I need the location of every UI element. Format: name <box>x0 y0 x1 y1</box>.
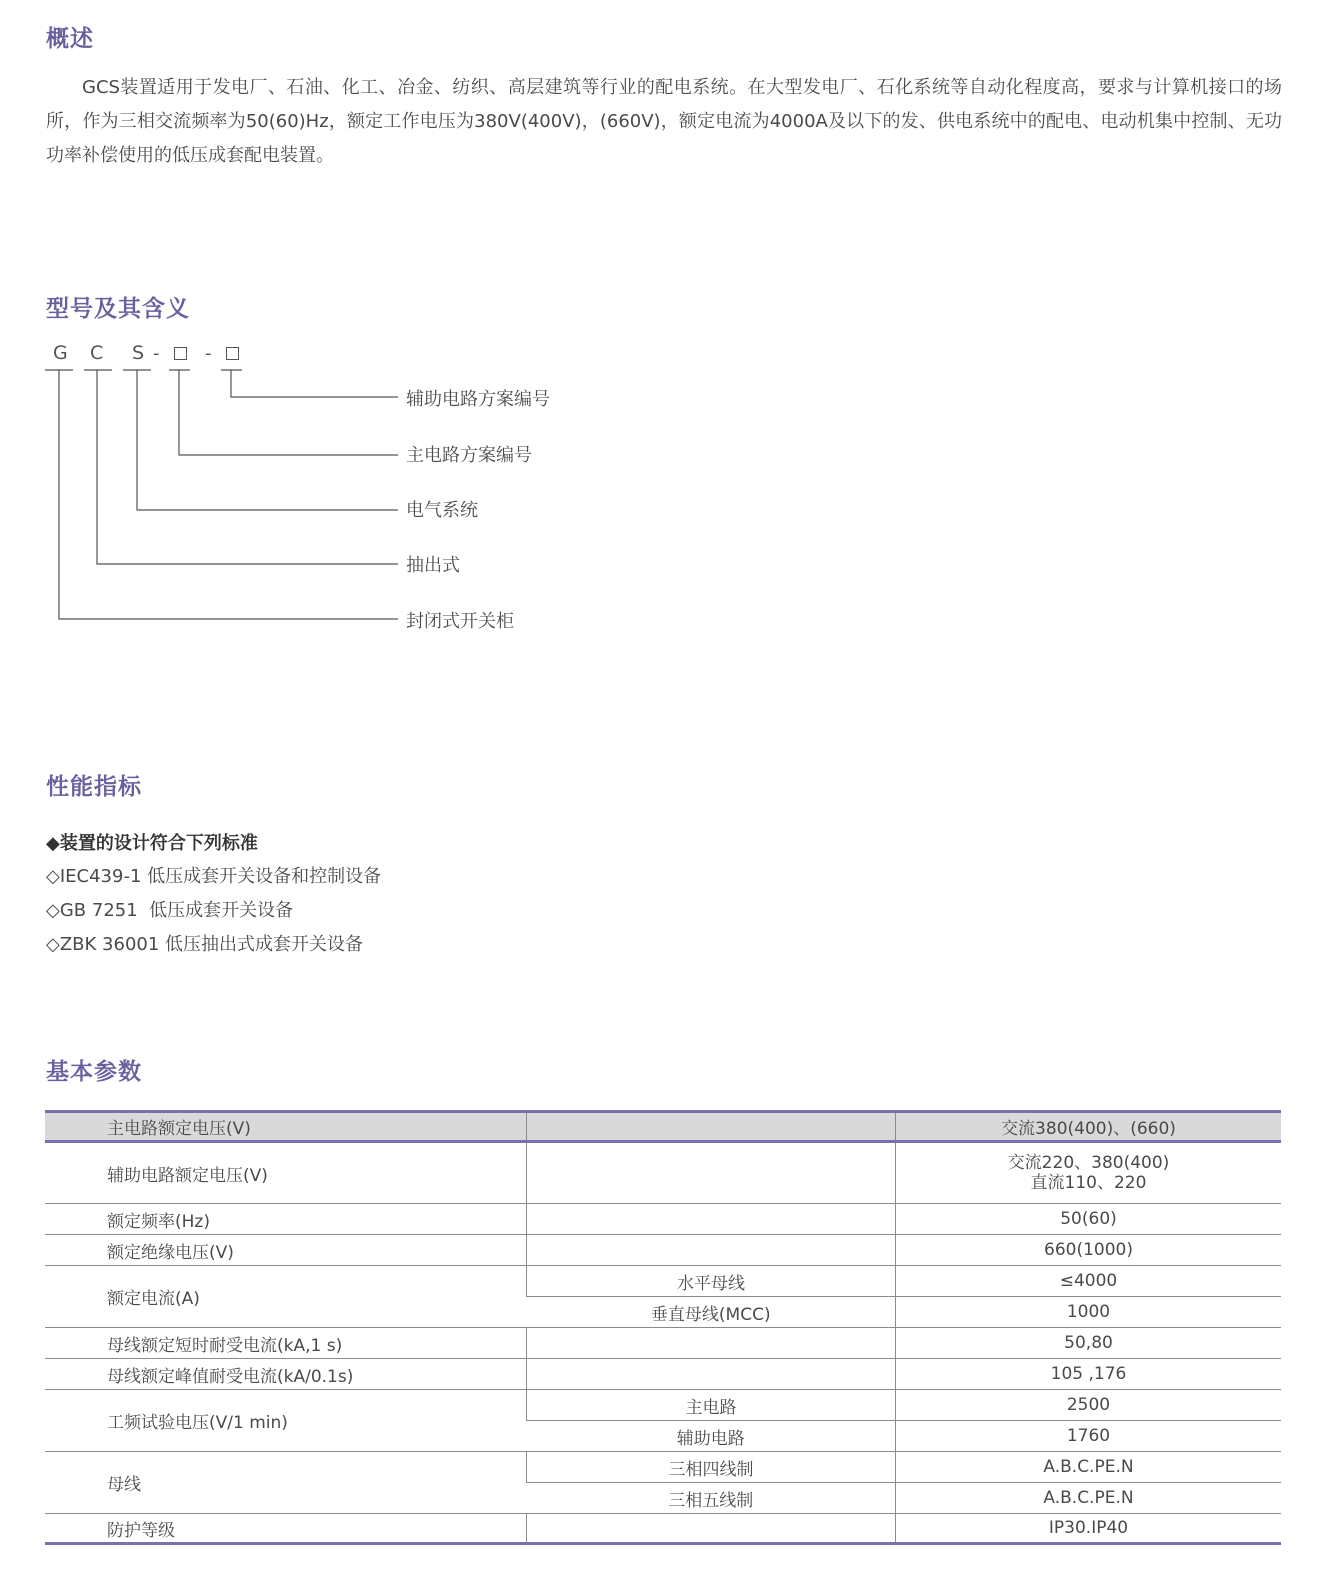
param-name: 辅助电路额定电压(V) <box>45 1142 527 1204</box>
param-sub: 垂直母线(MCC) <box>527 1297 896 1328</box>
standard-item: ◇GB 7251 低压成套开关设备 <box>46 900 294 921</box>
param-value: ≤4000 <box>896 1266 1282 1297</box>
code-char-c: C <box>90 342 104 364</box>
param-name: 额定频率(Hz) <box>45 1204 527 1235</box>
param-name: 母线额定短时耐受电流(kA,1 s) <box>45 1328 527 1359</box>
code-dash: - <box>153 343 160 364</box>
label-enclosed-switchgear: 封闭式开关柜 <box>406 611 514 632</box>
param-sub <box>527 1112 896 1142</box>
param-sub <box>527 1142 896 1204</box>
param-value: A.B.C.PE.N <box>896 1452 1282 1483</box>
table-row <box>45 1112 1281 1142</box>
param-value-line: 直流110、220 <box>1030 1173 1147 1193</box>
label-main-circuit-scheme: 主电路方案编号 <box>406 445 532 466</box>
code-dash: - <box>205 343 212 364</box>
params-table <box>45 1110 1281 1545</box>
standard-item: ◇IEC439-1 低压成套开关设备和控制设备 <box>46 866 382 887</box>
table-row <box>45 1266 1281 1297</box>
param-name: 额定电流(A) <box>45 1266 527 1328</box>
param-sub <box>527 1204 896 1235</box>
param-sub: 水平母线 <box>527 1266 896 1297</box>
param-sub: 辅助电路 <box>527 1421 896 1452</box>
param-name: 主电路额定电压(V) <box>45 1112 527 1142</box>
table-row <box>45 1452 1281 1483</box>
performance-heading: 性能指标 <box>46 774 142 800</box>
param-value: 2500 <box>896 1390 1282 1421</box>
label-aux-circuit-scheme: 辅助电路方案编号 <box>406 389 550 410</box>
param-value: 50,80 <box>896 1328 1282 1359</box>
param-value: A.B.C.PE.N <box>896 1483 1282 1514</box>
param-name: 母线 <box>45 1452 527 1514</box>
overview-heading: 概述 <box>46 26 94 52</box>
code-char-s: S <box>132 342 145 364</box>
model-connector-lines <box>0 0 420 640</box>
label-electrical-system: 电气系统 <box>406 500 478 521</box>
param-name: 防护等级 <box>107 1520 175 1541</box>
param-value <box>896 1142 1282 1204</box>
table-row <box>45 1390 1281 1421</box>
standard-item: ◇ZBK 36001 低压抽出式成套开关设备 <box>46 934 364 955</box>
param-sub <box>527 1235 896 1266</box>
param-value-line: 交流220、380(400) <box>1007 1153 1170 1173</box>
param-sub: 三相四线制 <box>527 1452 896 1483</box>
standards-title: ◆装置的设计符合下列标准 <box>46 833 258 854</box>
param-name: 额定绝缘电压(V) <box>45 1235 527 1266</box>
table-row <box>45 1235 1281 1266</box>
model-heading: 型号及其含义 <box>46 296 190 322</box>
param-value: 50(60) <box>896 1204 1282 1235</box>
param-sub <box>527 1328 896 1359</box>
param-sub: 主电路 <box>527 1390 896 1421</box>
table-row <box>45 1328 1281 1359</box>
param-value: 1000 <box>896 1297 1282 1328</box>
param-value: 105 ,176 <box>896 1359 1282 1390</box>
param-sub <box>527 1359 896 1390</box>
param-value: 660(1000) <box>896 1235 1282 1266</box>
param-sub: 三相五线制 <box>527 1483 896 1514</box>
table-row <box>45 1514 1281 1544</box>
overview-text: GCS装置适用于发电厂、石油、化工、冶金、纺织、高层建筑等行业的配电系统。在大型发电厂、石化系统等自动化程度高，要求与计算机接口的场所，作为三相交流频率为50(60)Hz，额定工作电压为380V(400V)，(660V)，额定电流为4000A及以下的发、供电系统中的配电、电动机集中控制、无功功率补偿使用的低压成套配电装置。 <box>46 77 1282 166</box>
param-value: 1760 <box>896 1421 1282 1452</box>
param-name: 母线额定峰值耐受电流(kA/0.1s) <box>45 1359 527 1390</box>
table-row <box>45 1142 1281 1204</box>
params-heading: 基本参数 <box>46 1059 142 1085</box>
param-sub <box>527 1514 896 1544</box>
param-value: IP30.IP40 <box>896 1514 1282 1544</box>
param-value: 交流380(400)、(660) <box>896 1112 1282 1142</box>
table-row <box>45 1204 1281 1235</box>
label-draw-out: 抽出式 <box>406 555 460 576</box>
code-char-g: G <box>53 342 68 364</box>
table-row <box>45 1359 1281 1390</box>
param-name: 工频试验电压(V/1 min) <box>45 1390 527 1452</box>
